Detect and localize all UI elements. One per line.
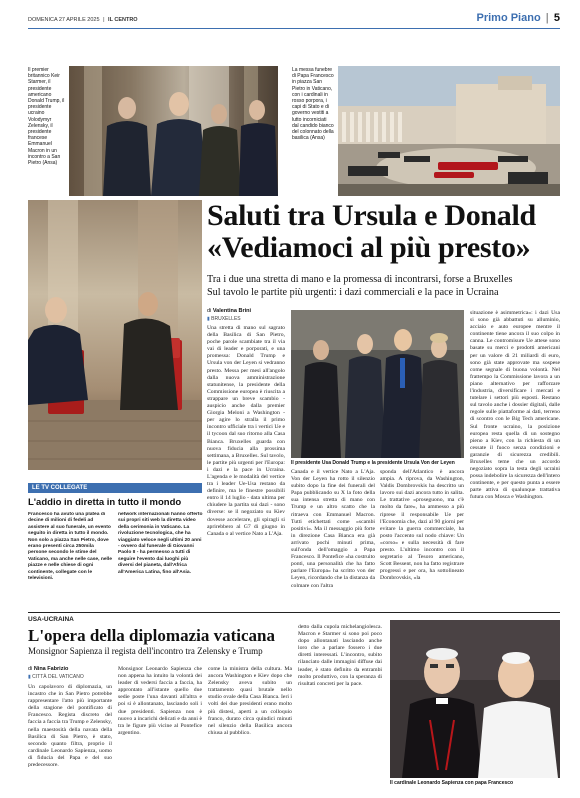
bottom-byline (28, 666, 68, 672)
bottom-byline-prefix: di (28, 666, 33, 672)
header-rule (28, 28, 560, 29)
bottom-col-1: Un capolavoro di diplomazia, un incastro che in San Pietro potrebbe rappresentare l'atto più importante della stagione del pontificato di Francesco. Regista discreto del faccia a faccia tra Trump e Zelensky, nella maestosità della navata della Basilica di San Pietro, è stato, secondo quanto filtra, proprio il cardinale Leonardo Sapienza, uomo di fiducia del Papa e del suo predecessore. (28, 684, 112, 769)
main-subhead (207, 273, 562, 299)
main-article-col-3: sponda dell'Atlantico è ancora ampia. A riprova, da Washington, Valdis Dombrovskis ha descritto un lavoro sui dazi ancora tutto in salita. Le trattative «proseguono, ma c'è molto da fare», ha ammesso a più riprese il responsabile Ue per l'Economia che, dazi al 90 giorni per evitare la guerra commerciale, ha posto l'accento sul nodo chiave: Un «corso» e sulla necessità di fare presto. L'ultimo incontro con il segretario al Tesoro americano, Scott Bessent, non ha fatto registrare progressi e per ora, ha sottolineato Dombrovskis, «la (380, 469, 464, 582)
center-photo-caption: Il presidente Usa Donald Trump e la presidente Ursula Von der Leyen (291, 460, 455, 466)
photo-trump-zelensky-basilica (28, 200, 202, 470)
headline-line-2: «Vediamoci al più presto» (207, 231, 531, 264)
photo-trump-von-der-leyen (291, 310, 464, 458)
top-left-photo-caption: Il premier britannico Keir Starmer, il presidente americano Donald Trump, il presidente ucraino Volodymyr Zelensky, il presidente francese Emmanuel Macron in un incontro a San Pietro (Ansa) (28, 67, 65, 167)
subhead-line-1: Tra i due una stretta di mano e la promessa di incontrarsi, forse a Bruxelles (207, 274, 513, 285)
sidebar-tag (28, 483, 202, 493)
bottom-dateline: ▮ CITTÀ DEL VATICANO (28, 674, 84, 680)
photo-st-peters-square (338, 66, 560, 196)
main-article-col-4: situazione è asimmetrica»: i dazi Usa si sono già abbattuti su alluminio, acciaio e auto europee mentre il continente tiene ancora il suo colpo in canna. Le contromisure Ue attese sono basate su merci e prodotti americani per un valore di 21 miliardi di euro, sono già state approvate ma sospese come segnale di buona volontà. Nel frattempo la Commissione lavora a un piano alternativo per rafforzare l'industria, diversificare i mercati e tutelare i settori più esposti. Restano sul tavolo anche i dossier digitali, dalle regole sulle piattaforme ai dati, terreno di scontro con le Big Tech americane. Sul fronte ucraino, la posizione europea resta quella di un sostegno pieno a Kiev, con la richiesta di un cessate il fuoco senza condizioni e garanzie di sicurezza credibili. Bruxelles teme che un accordo negoziato sopra la testa degli ucraini possa indebolire la sicurezza dell'intero continente, e per questo punta a essere parte attiva di qualunque trattativa futura con Mosca e Washington. (470, 310, 560, 501)
bottom-byline-author: Nina Fabrizio (33, 666, 69, 672)
bottom-divider (28, 612, 560, 613)
subhead-line-2: Sul tavolo le partite più urgenti: i dazi commerciali e la pace in Ucraina (207, 287, 499, 298)
bottom-kicker: USA-UCRAINA (28, 616, 74, 623)
bottom-col-4: detto dalla cupola michelangiolesca. Macron e Starmer si sono poi poco dopo allontanati lasciando anche loro che a parlare fossero i due diretti interessati. L'incontro, subito rilanciato dalle immagini diffuse dai leader, è stato definito da entrambi molto produttivo, con la speranza di risultati concreti per la pace. (298, 624, 382, 687)
bottom-headline: L'opera della diplomazia vaticana (28, 626, 275, 645)
top-right-photo-caption: La messa funebre di Papa Francesco in piazza San Pietro in Vaticano, con i cardinali in rosso porpora, i capi di Stato e di governo vestiti a lutto incorniciati dal candido bianco del colonnato della basilica (Ansa) (292, 67, 334, 142)
main-dateline: ▮ BRUXELLES (207, 316, 241, 322)
sidebar-col-2: network internazionali hanno offerto sui propri siti web la diretta video della cerimonia in Vaticano. La rivoluzione tecnologica, che ha viaggiato veloce negli ultimi 20 anni - ovvero dal funerale di Giovanni Paolo II - ha permesso a tutti di seguire l'evento dai luoghi più diversi del pianeta, dall'Africa all'America Latina, fino all'Asia. (118, 512, 203, 575)
sidebar-headline: L'addio in diretta in tutto il mondo (28, 497, 182, 508)
bottom-dateline-text: CITTÀ DEL VATICANO (32, 674, 84, 680)
photo-cardinal-and-pope (390, 620, 560, 778)
sidebar-col-1: Francesco ha avuto una platea di decine di milioni di fedeli ad assistere al suo funerale, un evento seguito in diretta in tutto il mondo. Non solo a piazza San Pietro, dove erano presenti circa 250mila persone secondo le stime del Vaticano, ma anche nelle case, nelle piazze e nelle chiese di ogni continente, collegate con le televisioni. (28, 512, 112, 582)
byline-prefix: di (207, 308, 212, 314)
bottom-col-2: Monsignor Leonardo Sapienza che non appena ha intuito la volontà dei leader di vedersi faccia a faccia, ha approntato all'istante quello due sedie poste l'una davanti all'altra e poi si è allontanato, lasciando soli i due presidenti. Sapienza non è nuovo a incarichi delicati e da anni è tra le figure più vicine al Pontefice argentino. (118, 666, 202, 736)
header-dateline: DOMENICA 27 APRILE 2025 | IL CENTRO (28, 17, 138, 23)
bottom-subhead: Monsignor Sapienza il regista dell'incontro tra Zelensky e Trump (28, 646, 263, 656)
main-article-col-2: Canada e il vertice Nato a L'Aja. Von der Leyen ha rotto il silenzio subito dopo la fine dei funerali del Papa pubblicando su X la foto della sua intensa stretta di mano con Trump e un altro scatto che la ritraeva con Emmanuel Macron. Tutti etichettati come «scambi positivi». Ma il messaggio più forte in direzione Casa Bianca era già arrivato pochi minuti prima, sull'onda dell'omaggio a Papa Francesco. Il Pontefice «ha costruito ponti, una personalità che ha fatto parlare l'Europa» ha scritto von der Leyen, ricordando che la distanza da colmare con l'altra (291, 469, 375, 589)
section-title: Primo Piano (476, 12, 541, 24)
page-number: 5 (553, 12, 560, 24)
sidebar-tag-text: LE TV COLLEGATE (32, 485, 88, 491)
header-date: DOMENICA 27 APRILE 2025 (28, 17, 100, 23)
section-label: Primo Piano | 5 (476, 12, 560, 24)
bottom-photo-caption: Il cardinale Leonardo Sapienza con papa Francesco (390, 780, 514, 786)
main-headline (207, 200, 562, 264)
bottom-col-3: come la ministra della cultura. Ma ancora Washington e Kiev dopo che Zelensky aveva subito un trattamento quasi brutale nello studio ovale della Casa Bianca. Ieri i volti dei due presidenti erano molto più distesi, aperti a un colloquio franco, durato circa quindici minuti nel silenzio della Basilica ancora chiusa al pubblico. (208, 666, 292, 736)
header-paper-name: IL CENTRO (108, 17, 138, 23)
photo-leaders-meeting (69, 66, 278, 196)
headline-line-1: Saluti tra Ursula e Donald (207, 199, 536, 232)
main-article-col-1: Una stretta di mano sul sagrato della Basilica di San Pietro, poche parole scambiate tra il via vai di leader e porporati, e una promessa: Donald Trump e Ursula von der Leyen si vedranno presto. Messa per mesi all'angolo dalla nuova amministrazione statunitense, la presidente della Commissione europea è riuscita a strappare un breve scambio - auspicio anche dalla premier Giorgia Meloni a Washington - per agire lo stralla il primo incontro ufficiale tra i vertici Ue e il tycoon dal suo ritorno alla Casa Bianca. Bruxelles guarda con nuova fiducia alla prossima settimana, a Bruxelles. Sul tavolo, le partite più urgenti per l'Europa: i dazi e la pace in Ucraina. L'agenda e le modalità del vertice tra i leader Ue-Usa restano da definire, ma le finestre possibili entro il 14 luglio - data ultima per chiudere la partita sui dazi - sono diverse: se il negoziato su Kiev dovesse accelerare, gli spiragli si aprirebbero al G7 di giugno in Canada o al vertice Nato a L'Aja. (207, 325, 285, 537)
dateline-text: BRUXELLES (211, 316, 241, 322)
main-byline (207, 308, 251, 314)
byline-author: Valentina Brini (212, 308, 252, 314)
